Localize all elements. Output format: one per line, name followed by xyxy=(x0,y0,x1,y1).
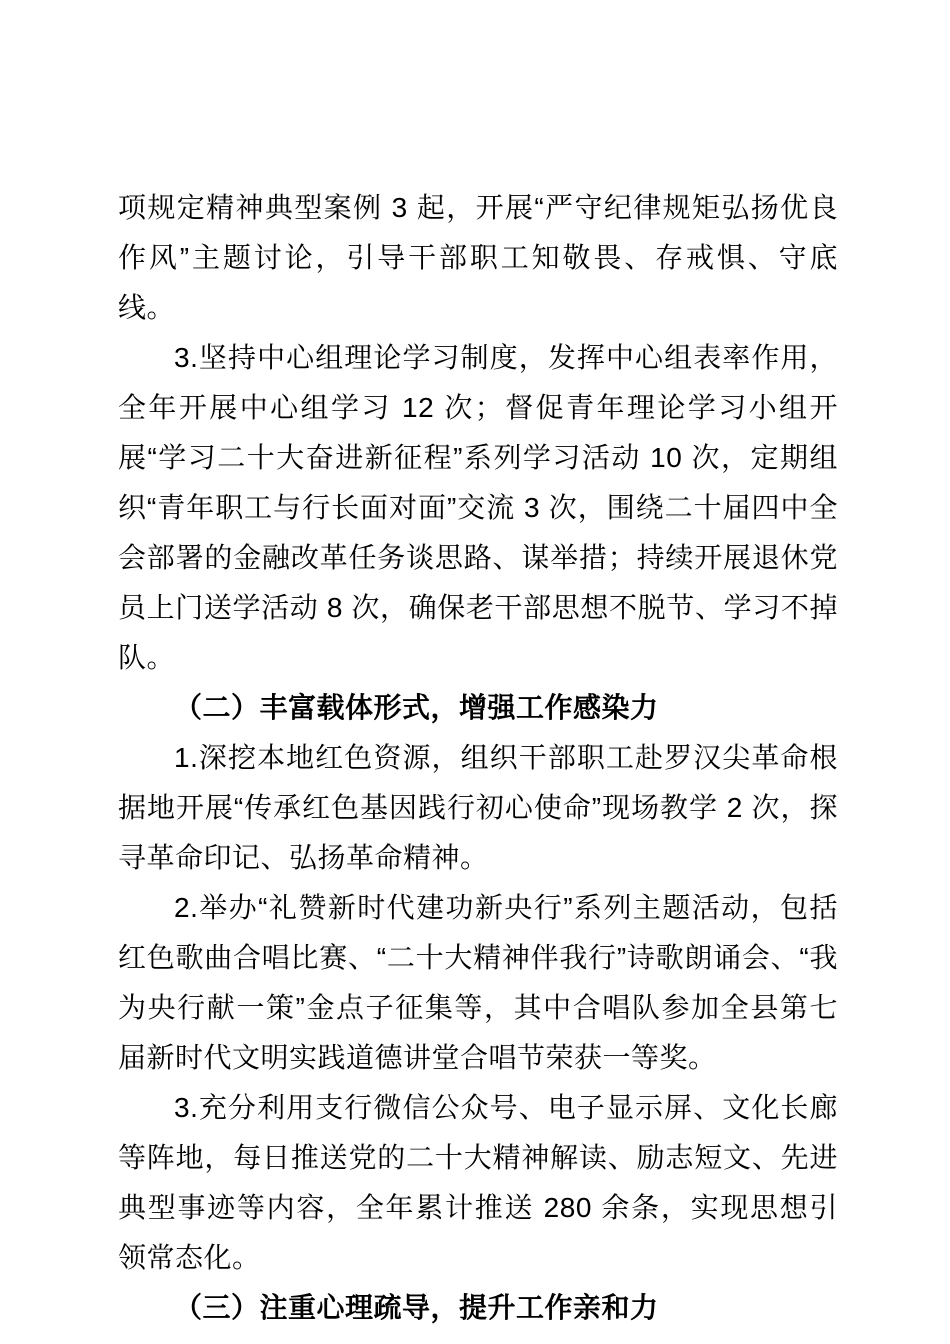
paragraph: 1.深挖本地红色资源，组织干部职工赴罗汉尖革命根据地开展“传承红色基因践行初心使命”现场教学 2 次，探寻革命印记、弘扬革命精神。 xyxy=(118,742,838,873)
paragraph: 3.坚持中心组理论学习制度，发挥中心组表率作用，全年开展中心组学习 12 次；督促青年理论学习小组开展“学习二十大奋进新征程”系列学习活动 10 次，定期组织“青年职工与行长面对面”交流 3 次，围绕二十届四中全会部署的金融改革任务谈思路、谋举措；持续开展退休党员上门送学活动 8 次，确保老干部思想不脱节、学习不掉队。 xyxy=(118,342,838,673)
paragraph: 2.举办“礼赞新时代建功新央行”系列主题活动，包括红色歌曲合唱比赛、“二十大精神伴我行”诗歌朗诵会、“我为央行献一策”金点子征集等，其中合唱队参加全县第七届新时代文明实践道德讲堂合唱节荣获一等奖。 xyxy=(118,892,838,1073)
paragraph: 项规定精神典型案例 3 起，开展“严守纪律规矩弘扬优良作风”主题讨论，引导干部职工知敬畏、存戒惧、守底线。 xyxy=(118,192,838,323)
section-heading: （三）注重心理疏导，提升工作亲和力 xyxy=(174,1292,659,1323)
paragraph: 3.充分利用支行微信公众号、电子显示屏、文化长廊等阵地，每日推送党的二十大精神解读、励志短文、先进典型事迹等内容，全年累计推送 280 余条，实现思想引领常态化。 xyxy=(118,1092,838,1273)
document-body xyxy=(118,183,838,1333)
section-heading: （二）丰富载体形式，增强工作感染力 xyxy=(174,692,659,723)
